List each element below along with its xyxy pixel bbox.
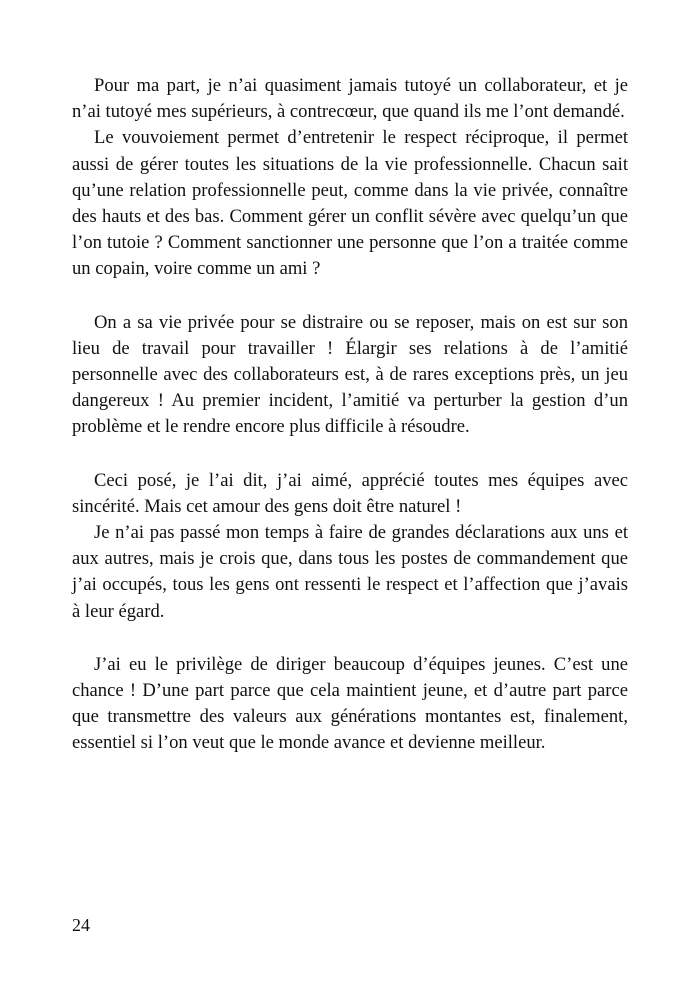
paragraph: Je n’ai pas passé mon temps à faire de grandes déclarations aux uns et aux autres, mais je crois que, dans tous les postes de commandement que j’ai occupés, tous les gens ont ressenti le respect et l’affection que j’avais à leur égard. (72, 522, 628, 622)
paragraph: On a sa vie privée pour se distraire ou se reposer, mais on est sur son lieu de travail pour travailler ! Élargir ses relations à de l’amitié personnelle avec des collaborateurs est, à de rares exceptions près, un jeu dangereux ! Au premier incident, l’amitié va perturber la gestion d’un problème et le rendre encore plus difficile à résoudre. (72, 311, 628, 438)
paragraph-spacer (72, 441, 628, 468)
paragraph: Ceci posé, je l’ai dit, j’ai aimé, apprécié toutes mes équipes avec sincérité. Mais cet amour des gens doit être naturel ! (72, 469, 628, 517)
body-text (72, 73, 628, 757)
paragraph-spacer (72, 283, 628, 310)
paragraph-spacer (72, 625, 628, 652)
paragraph: Pour ma part, je n’ai quasiment jamais tutoyé un collaborateur, et je n’ai tutoyé mes supérieurs, à contrecœur, que quand ils me l’ont demandé. (72, 75, 628, 123)
page-number: 24 (72, 915, 90, 935)
paragraph: J’ai eu le privilège de diriger beaucoup d’équipes jeunes. C’est une chance ! D’une part parce que cela maintient jeune, et d’autre part parce que transmettre des valeurs aux générations montantes est, finalement, essentiel si l’on veut que le monde avance et devienne meilleur. (72, 653, 628, 754)
paragraph: Le vouvoiement permet d’entretenir le respect réciproque, il permet aussi de gérer toutes les situations de la vie professionnelle. Chacun sait qu’une relation professionnelle peut, comme dans la vie privée, connaître des hauts et des bas. Comment gérer un conflit sévère avec quelqu’un que l’on tutoie ? Comment sanctionner une personne que l’on a traitée comme un copain, voire comme un ami ? (72, 127, 628, 280)
